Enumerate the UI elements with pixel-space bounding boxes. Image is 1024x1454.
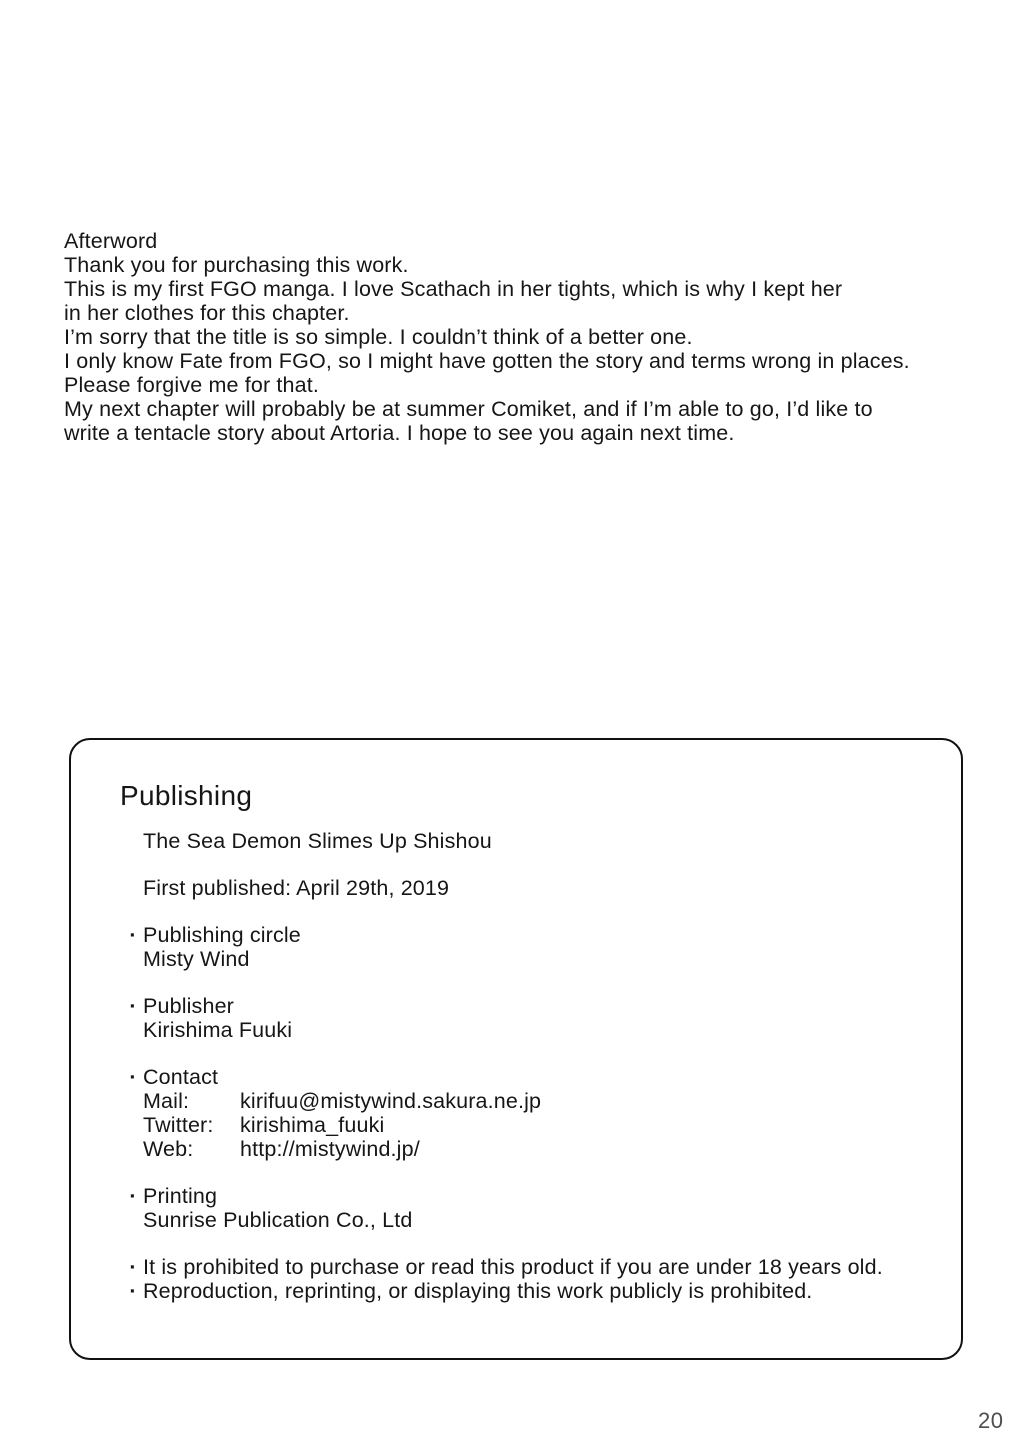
notice-age-restriction [129, 1255, 941, 1279]
afterword-line: Please forgive me for that. [64, 373, 320, 397]
twitter-value: kirishima_fuuki [240, 1113, 385, 1137]
bullet-icon: · [129, 1255, 137, 1279]
printing-label: Printing [143, 1184, 218, 1208]
page-number: 20 [978, 1408, 1004, 1433]
notice-text: Reproduction, reprinting, or displaying this work publicly is prohibited. [143, 1279, 813, 1303]
publishing-circle-value: Misty Wind [143, 947, 250, 971]
afterword-line: I’m sorry that the title is so simple. I couldn’t think of a better one. [64, 325, 693, 349]
publishing-circle-label: Publishing circle [143, 923, 301, 947]
bullet-icon: · [129, 1279, 137, 1303]
publishing-circle-group [129, 923, 941, 971]
mail-label: Mail: [143, 1089, 190, 1113]
printing-group [129, 1184, 941, 1232]
notice-text: It is prohibited to purchase or read this product if you are under 18 years old. [143, 1255, 883, 1279]
afterword-heading: Afterword [64, 229, 158, 253]
bullet-icon: · [129, 1184, 137, 1208]
afterword-line: write a tentacle story about Artoria. I hope to see you again next time. [64, 421, 735, 445]
publishing-box-content [71, 740, 961, 1303]
printing-value: Sunrise Publication Co., Ltd [143, 1208, 413, 1232]
publisher-label: Publisher [143, 994, 234, 1018]
publisher-value: Kirishima Fuuki [143, 1018, 293, 1042]
web-value: http://mistywind.jp/ [240, 1137, 420, 1161]
contact-label: Contact [143, 1065, 219, 1089]
contact-row-twitter [143, 1113, 941, 1137]
contact-row-mail [143, 1089, 941, 1113]
notice-reproduction [129, 1279, 941, 1303]
bullet-icon: · [129, 923, 137, 947]
afterword-line: This is my first FGO manga. I love Scathach in her tights, which is why I kept her [64, 277, 843, 301]
first-published: First published: April 29th, 2019 [143, 876, 450, 900]
publishing-title: Publishing [120, 780, 253, 811]
afterword-line: Thank you for purchasing this work. [64, 253, 409, 277]
bullet-icon: · [129, 1065, 137, 1089]
notices-group [129, 1255, 941, 1303]
bullet-icon: · [129, 994, 137, 1018]
publishing-box [69, 738, 963, 1360]
book-title: The Sea Demon Slimes Up Shishou [143, 829, 492, 853]
twitter-label: Twitter: [143, 1113, 214, 1137]
contact-row-web [143, 1137, 941, 1161]
afterword-line: I only know Fate from FGO, so I might have gotten the story and terms wrong in places. [64, 349, 910, 373]
web-label: Web: [143, 1137, 194, 1161]
mail-value: kirifuu@mistywind.sakura.ne.jp [240, 1089, 542, 1113]
afterword-section [64, 229, 984, 445]
contact-group [129, 1065, 941, 1161]
afterword-line: My next chapter will probably be at summer Comiket, and if I’m able to go, I’d like to [64, 397, 873, 421]
publisher-group [129, 994, 941, 1042]
afterword-line: in her clothes for this chapter. [64, 301, 350, 325]
